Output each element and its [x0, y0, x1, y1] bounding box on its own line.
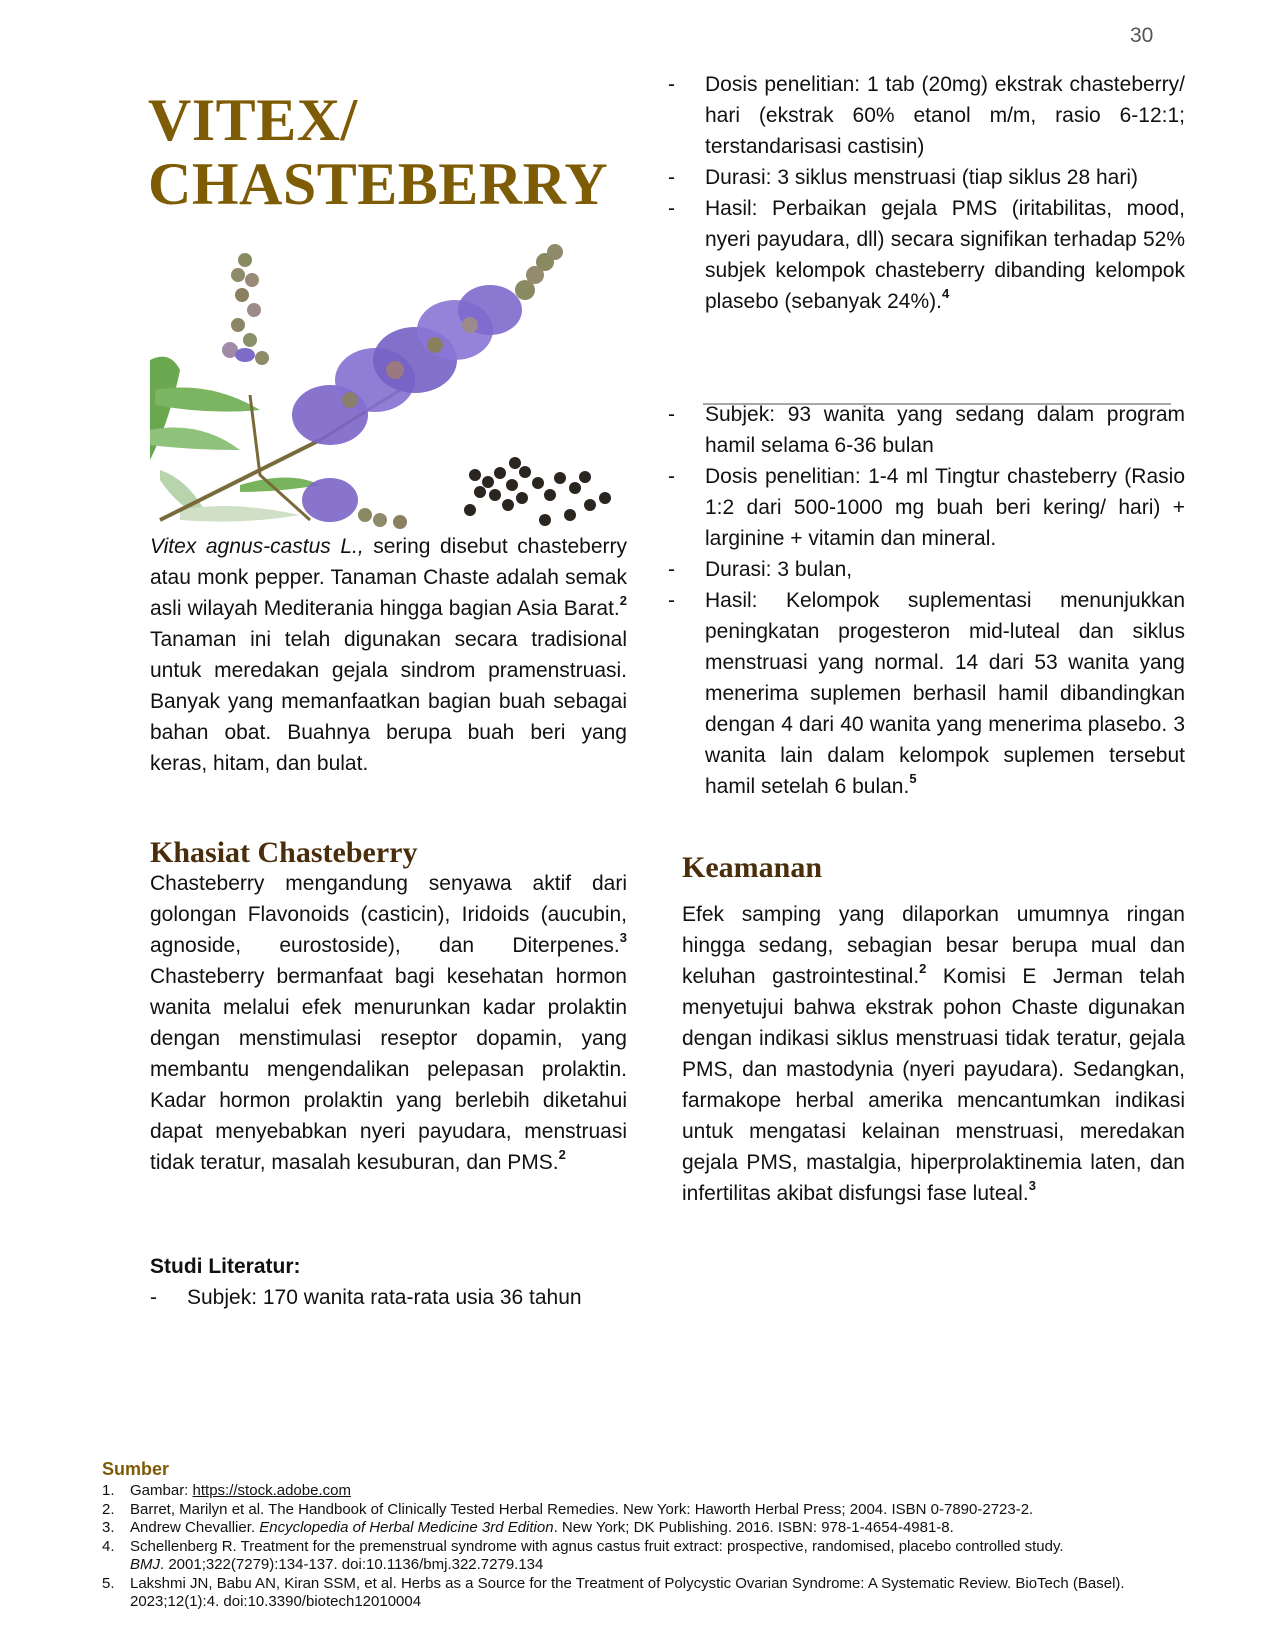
source-number: 3. [102, 1519, 115, 1536]
keamanan-text-continued: Komisi E Jerman telah menyetujui bahwa ekstrak pohon Chaste digunakan dengan indikasi siklus menstruasi tidak teratur, gejala PMS, dan mastodynia (nyeri payudara). Sedangkan, farmakope herbal amerika mencantumkan indikasi untuk mengatasi kelainan menstruasi, meredakan gejala PMS, mastalgia, hiperprolaktinemia laten, dan infertilitas akibat disfungsi fase luteal. [682, 965, 1185, 1205]
source-item [102, 1501, 1202, 1520]
citation-ref: 3 [619, 930, 627, 945]
khasiat-section [150, 836, 627, 1178]
title-line-1: VITEX/ [148, 87, 358, 153]
lower-flower-cluster-icon [302, 478, 407, 529]
study-item-text: Subjek: 170 wanita rata-rata usia 36 tahun [187, 1286, 582, 1309]
study-2 [668, 399, 1185, 802]
source-number: 2. [102, 1500, 115, 1518]
bullet-dash: - [668, 166, 675, 189]
source-text: Lakshmi JN, Babu AN, Kiran SSM, et al. Herbs as a Source for the Treatment of Polycystic Ovarian Syndrome: A Systematic Review. BioTech (Basel). 2023;12(1):4. doi:10.3390/biotech12010004 [130, 1574, 1125, 1610]
bullet-dash: - [668, 403, 675, 426]
source-number: 5. [102, 1574, 115, 1592]
source-item [102, 1519, 1202, 1538]
study-2-item [668, 461, 1185, 554]
khasiat-heading: Khasiat Chasteberry [150, 836, 418, 869]
source-text: Schellenberg R. Treatment for the premenstrual syndrome with agnus castus fruit extract: prospective, randomised, placebo controlled study. [130, 1537, 1064, 1555]
study-item-text: Hasil: Kelompok suplementasi menunjukkan peningkatan progesteron mid-luteal dan siklus menstruasi yang normal. 14 dari 53 wanita yang menerima suplemen berhasil hamil dibandingkan dengan 4 dari 40 wanita yang menerima plasebo. 3 wanita lain dalam kelompok suplemen tersebut hamil setelah 6 bulan. [705, 589, 1185, 798]
study-1-list [150, 1282, 627, 1313]
study-1-item [668, 162, 1185, 193]
bullet-dash: - [668, 73, 675, 96]
source-text: Gambar: [130, 1482, 193, 1499]
source-book-title: Encyclopedia of Herbal Medicine 3rd Edition [259, 1519, 554, 1536]
citation-ref: 2 [919, 961, 927, 976]
bullet-dash: - [150, 1286, 157, 1309]
source-journal: BMJ [130, 1556, 160, 1573]
citation-ref: 5 [909, 771, 917, 786]
seeds-icon [464, 457, 611, 526]
study-2-item [668, 399, 1185, 461]
khasiat-paragraph [150, 868, 627, 1178]
study-1-list-continued [668, 69, 1185, 317]
studi-heading: Studi Literatur: [150, 1255, 301, 1278]
source-item [102, 1575, 1202, 1612]
citation-ref: 4 [941, 286, 950, 301]
bullet-dash: - [668, 197, 675, 220]
studi-section [150, 1251, 627, 1313]
source-link[interactable]: https://stock.adobe.com [192, 1482, 351, 1499]
study-2-list [668, 399, 1185, 802]
source-text: . 2001;322(7279):134-137. doi:10.1136/bmj.322.7279.134 [160, 1556, 544, 1573]
source-text: . New York; DK Publishing. 2016. ISBN: 978-1-4654-4981-8. [553, 1519, 954, 1536]
citation-ref: 3 [1028, 1178, 1036, 1193]
large-flower-spike-icon [292, 244, 563, 445]
citation-ref: 2 [619, 593, 627, 608]
intro-section [150, 531, 627, 779]
species-name: Vitex agnus-castus L., [150, 535, 364, 558]
keamanan-paragraph [682, 899, 1185, 1209]
small-flower-spike-icon [222, 253, 269, 365]
sources-list [102, 1482, 1202, 1612]
study-1-continued [668, 69, 1185, 317]
source-number: 4. [102, 1537, 115, 1555]
intro-text-continued: Tanaman ini telah digunakan secara tradisional untuk meredakan gejala sindrom pramenstruasi. Banyak yang memanfaatkan bagian buah sebagai bahan obat. Buahnya berupa buah beri yang keras, hitam, dan bulat. [150, 628, 627, 775]
study-1-item [668, 193, 1185, 317]
title-line-2: CHASTEBERRY [148, 151, 609, 217]
source-author: Andrew Chevallier. [130, 1519, 260, 1536]
citation-ref: 2 [558, 1147, 566, 1162]
source-item [102, 1482, 1202, 1501]
study-1-item [668, 69, 1185, 162]
study-2-item [668, 554, 1185, 585]
study-item-text: Hasil: Perbaikan gejala PMS (iritabilitas, mood, nyeri payudara, dll) secara signifikan terhadap 52% subjek kelompok chasteberry dibanding kelompok plasebo (sebanyak 24%). [705, 197, 1185, 313]
keamanan-section [682, 851, 1185, 1209]
source-item [102, 1538, 1202, 1575]
bullet-dash: - [668, 558, 675, 581]
source-number: 1. [102, 1482, 115, 1499]
source-text: Barret, Marilyn et al. The Handbook of Clinically Tested Herbal Remedies. New York: Haworth Herbal Press; 2004. ISBN 0-7890-2723-2. [130, 1500, 1034, 1518]
khasiat-text: Chasteberry mengandung senyawa aktif dari golongan Flavonoids (casticin), Iridoids (aucubin, agnoside, eurostoside), dan Diterpenes. [150, 872, 627, 957]
keamanan-text: Efek samping yang dilaporkan umumnya ringan hingga sedang, sebagian besar berupa mual dan keluhan gastrointestinal. [682, 903, 1185, 988]
keamanan-heading: Keamanan [682, 851, 823, 884]
study-item-text: Durasi: 3 siklus menstruasi (tiap siklus 28 hari) [705, 166, 1138, 189]
chasteberry-flower-and-seeds-illustration [150, 230, 620, 530]
bullet-dash: - [668, 589, 675, 612]
study-item-text: Durasi: 3 bulan, [705, 558, 853, 581]
study-2-item [668, 585, 1185, 802]
leaves-icon [150, 357, 320, 522]
study-item-text: Dosis penelitian: 1 tab (20mg) ekstrak chasteberry/ hari (ekstrak 60% etanol m/m, rasio 6-12:1; terstandarisasi castisin) [705, 73, 1185, 158]
page-number: 30 [1130, 24, 1154, 47]
sources-heading: Sumber [102, 1459, 170, 1479]
intro-paragraph [150, 531, 627, 779]
study-item-text: Subjek: 93 wanita yang sedang dalam program hamil selama 6-36 bulan [705, 403, 1185, 457]
study-1-item [150, 1282, 627, 1313]
study-item-text: Dosis penelitian: 1-4 ml Tingtur chasteberry (Rasio 1:2 dari 500-1000 mg buah beri kering/ hari) + larginine + vitamin dan mineral. [705, 465, 1185, 550]
sources-section [102, 1458, 1202, 1612]
intro-text: sering disebut chasteberry atau monk pepper. Tanaman Chaste adalah semak asli wilayah Mediterania hingga bagian Asia Barat. [150, 535, 627, 620]
page-title [148, 88, 608, 216]
khasiat-text-continued: Chasteberry bermanfaat bagi kesehatan hormon wanita melalui efek menurunkan kadar prolaktin dengan menstimulasi reseptor dopamin, yang membantu mengendalikan pelepasan prolaktin. Kadar hormon prolaktin yang berlebih diketahui dapat menyebabkan nyeri payudara, menstruasi tidak teratur, masalah kesuburan, dan PMS. [150, 965, 627, 1174]
bullet-dash: - [668, 465, 675, 488]
